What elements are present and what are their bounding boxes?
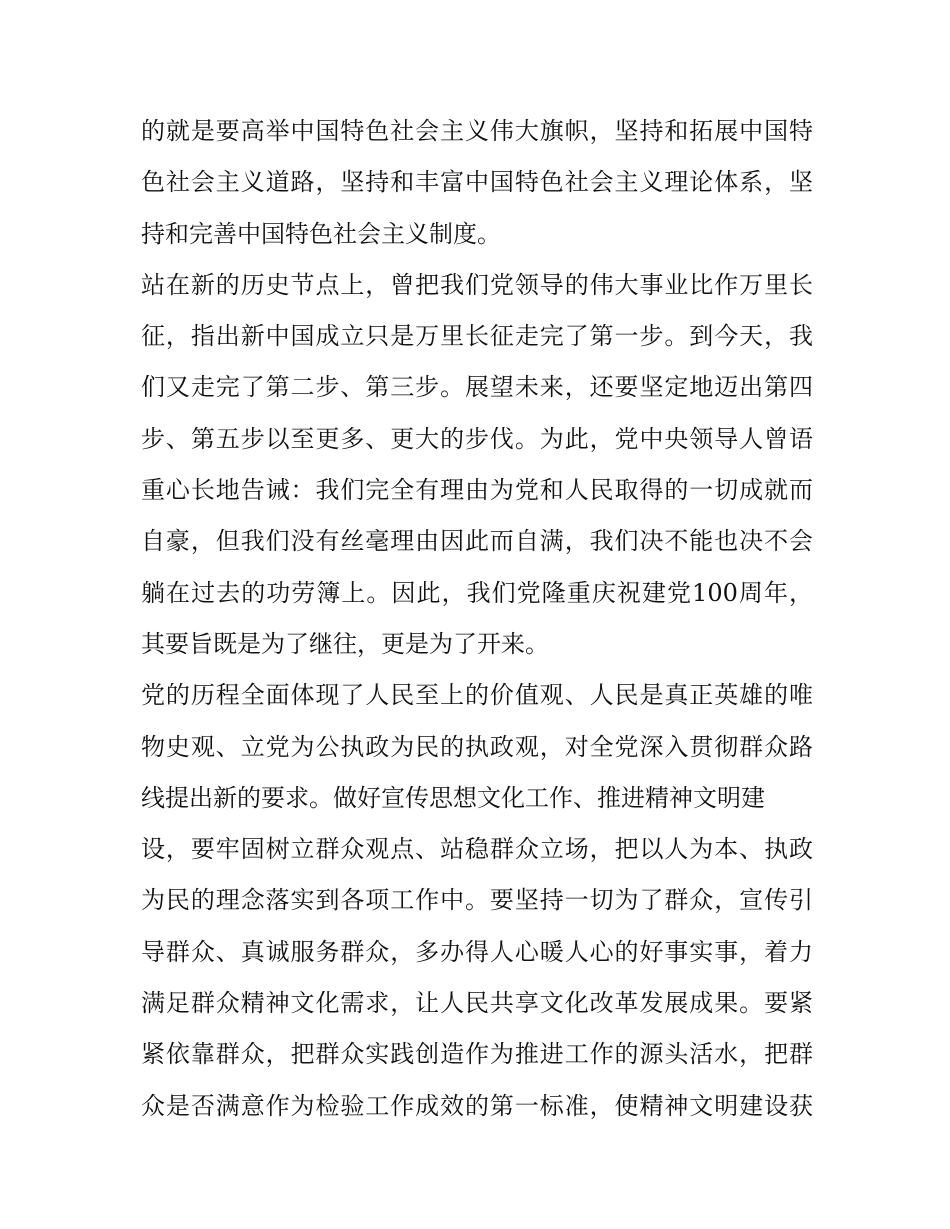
text-line: 持和完善中国特色社会主义制度。: [141, 219, 501, 248]
text-line: 满足群众精神文化需求，让人民共享文化改革发展成果。要紧: [141, 989, 813, 1018]
text-line: 的就是要高举中国特色社会主义伟大旗帜，坚持和拓展中国特: [141, 117, 813, 145]
text-line: 们又走完了第二步、第三步。展望未来，还要坚定地迈出第四: [141, 373, 813, 402]
text-line: 众是否满意作为检验工作成效的第一标准，使精神文明建设获: [141, 1091, 813, 1120]
text-line: 自豪，但我们没有丝毫理由因此而自满，我们决不能也决不会: [141, 527, 813, 556]
text-line: 站在新的历史节点上，曾把我们党领导的伟大事业比作万里长: [141, 270, 813, 299]
text-line: 物史观、立党为公执政为民的执政观，对全党深入贯彻群众路: [141, 732, 813, 761]
text-line: 征，指出新中国成立只是万里长征走完了第一步。到今天，我: [141, 322, 813, 351]
text-line: 躺在过去的功劳簿上。因此，我们党隆重庆祝建党100周年，: [141, 578, 813, 607]
body-text: [141, 106, 813, 1132]
text-line: 其要旨既是为了继往，更是为了开来。: [141, 629, 549, 658]
text-line: 线提出新的要求。做好宣传思想文化工作、推进精神文明建: [141, 783, 765, 812]
text-line: 党的历程全面体现了人民至上的价值观、人民是真正英雄的唯: [141, 681, 813, 710]
text-line: 重心长地告诫：我们完全有理由为党和人民取得的一切成就而: [141, 476, 813, 505]
text-line: 设，要牢固树立群众观点、站稳群众立场，把以人为本、执政: [141, 835, 813, 864]
text-line: 导群众、真诚服务群众，多办得人心暖人心的好事实事，着力: [141, 937, 813, 966]
text-line: 紧依靠群众，把群众实践创造作为推进工作的源头活水，把群: [141, 1040, 813, 1069]
text-line: 为民的理念落实到各项工作中。要坚持一切为了群众，宣传引: [141, 886, 813, 915]
text-line: 色社会主义道路，坚持和丰富中国特色社会主义理论体系，坚: [141, 168, 813, 197]
text-line: 步、第五步以至更多、更大的步伐。为此，党中央领导人曾语: [141, 424, 813, 453]
